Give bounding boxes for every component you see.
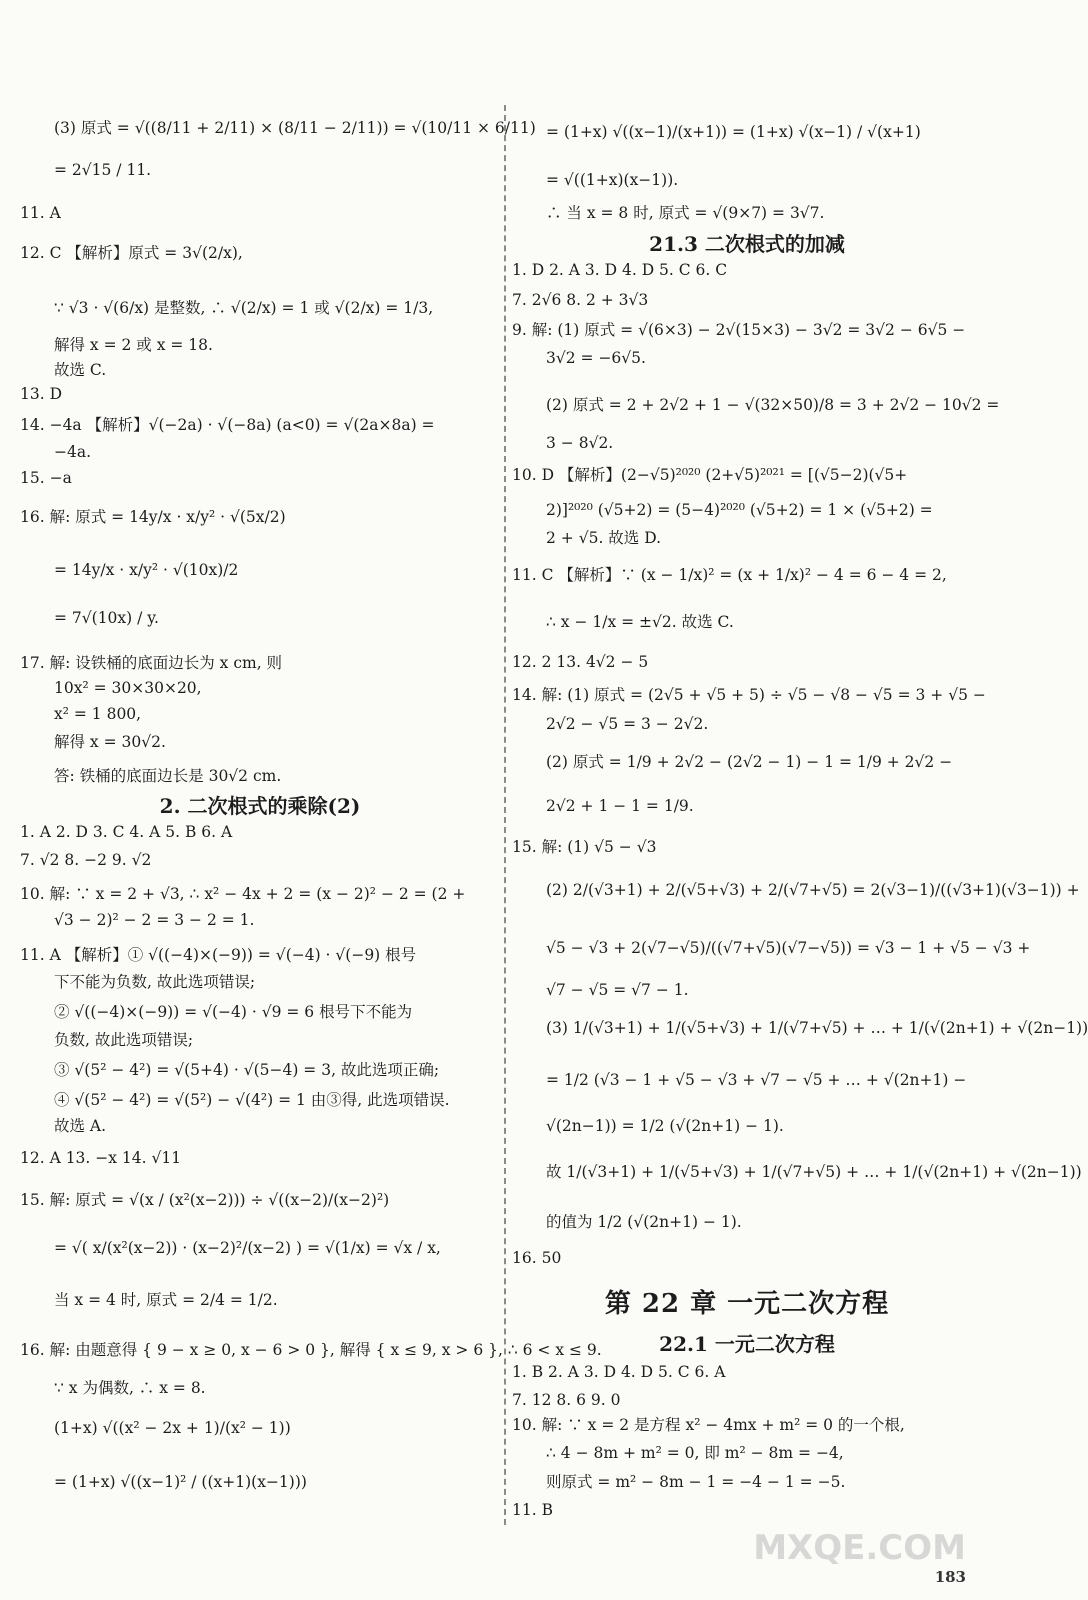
right-line: ∴ 4 − 8m + m² = 0, 即 m² − 8m = −4, xyxy=(546,1444,844,1462)
left-line: 答: 铁桶的底面边长是 30√2 cm. xyxy=(54,767,282,785)
left-line: 12. C 【解析】原式 = 3√(2/x), xyxy=(20,244,243,262)
left-line: x² = 1 800, xyxy=(54,705,142,723)
right-line: (3) 1/(√3+1) + 1/(√5+√3) + 1/(√7+√5) + … + 1/(√(2n+1) + √(2n−1)) xyxy=(546,1019,1088,1037)
left-line: ④ √(5² − 4²) = √(5²) − √(4²) = 1 由③得, 此选项错误. xyxy=(54,1091,450,1109)
right-line: ∴ x − 1/x = ±√2. 故选 C. xyxy=(546,613,734,631)
right-line: (2) 2/(√3+1) + 2/(√5+√3) + 2/(√7+√5) = 2(√3−1)/((√3+1)(√3−1)) + xyxy=(546,881,1080,899)
right-line: 14. 解: (1) 原式 = (2√5 + √5 + 5) ÷ √5 − √8 − √5 = 3 + √5 − xyxy=(512,686,986,704)
right-line: = 1/2 (√3 − 1 + √5 − √3 + √7 − √5 + … + √(2n+1) − xyxy=(546,1071,967,1089)
left-line: 11. A 【解析】① √((−4)×(−9)) = √(−4) · √(−9) 根号 xyxy=(20,946,417,964)
left-line: 16. 解: 由题意得 { 9 − x ≥ 0, x − 6 > 0 }, 解得 { x ≤ 9, x > 6 }, ∴ 6 < x ≤ 9. xyxy=(20,1341,602,1359)
right-line: (2) 原式 = 1/9 + 2√2 − (2√2 − 1) − 1 = 1/9 + 2√2 − xyxy=(546,753,953,771)
left-line: 10. 解: ∵ x = 2 + √3, ∴ x² − 4x + 2 = (x − 2)² − 2 = (2 + xyxy=(20,885,466,903)
right-line: 2√2 + 1 − 1 = 1/9. xyxy=(546,797,694,815)
right-line: 2 + √5. 故选 D. xyxy=(546,529,662,547)
right-line: 2)]²⁰²⁰ (√5+2) = (5−4)²⁰²⁰ (√5+2) = 1 × (√5+2) = xyxy=(546,501,933,519)
left-line: 15. 解: 原式 = √(x / (x²(x−2))) ÷ √((x−2)/(x−2)²) xyxy=(20,1191,390,1209)
right-line: √7 − √5 = √7 − 1. xyxy=(546,981,689,999)
section-heading-21-3: 21.3 二次根式的加减 xyxy=(649,232,845,256)
chapter-heading: 第 22 章 一元二次方程 xyxy=(604,1289,890,1319)
left-line: (3) 原式 = √((8/11 + 2/11) × (8/11 − 2/11)) = √(10/11 × 6/11) xyxy=(54,119,536,137)
right-line: 3√2 = −6√5. xyxy=(546,349,646,367)
left-line: = 14y/x · x/y² · √(10x)/2 xyxy=(54,561,239,579)
left-line: ③ √(5² − 4²) = √(5+4) · √(5−4) = 3, 故此选项正确; xyxy=(54,1061,440,1079)
right-line: (2) 原式 = 2 + 2√2 + 1 − √(32×50)/8 = 3 + 2√2 − 10√2 = xyxy=(546,396,1000,414)
column-divider xyxy=(504,105,506,1525)
left-line: −4a. xyxy=(54,443,92,461)
right-line: 7. 2√6 8. 2 + 3√3 xyxy=(512,291,649,309)
left-line: 当 x = 4 时, 原式 = 2/4 = 1/2. xyxy=(54,1291,278,1309)
right-line: 7. 12 8. 6 9. 0 xyxy=(512,1391,621,1409)
left-line: 解得 x = 30√2. xyxy=(54,733,166,751)
left-line: = √( x/(x²(x−2)) · (x−2)²/(x−2) ) = √(1/x) = √x / x, xyxy=(54,1239,441,1257)
right-line: 2√2 − √5 = 3 − 2√2. xyxy=(546,715,709,733)
left-line: (1+x) √((x² − 2x + 1)/(x² − 1)) xyxy=(54,1419,291,1437)
right-line: 1. B 2. A 3. D 4. D 5. C 6. A xyxy=(512,1363,726,1381)
left-line: = 2√15 / 11. xyxy=(54,161,152,179)
page-number: 183 xyxy=(934,1568,966,1586)
left-line: 7. √2 8. −2 9. √2 xyxy=(20,851,152,869)
left-line: ∵ x 为偶数, ∴ x = 8. xyxy=(54,1379,206,1397)
right-line: 故 1/(√3+1) + 1/(√5+√3) + 1/(√7+√5) + … + 1/(√(2n+1) + √(2n−1)) xyxy=(546,1163,1082,1181)
left-line: 12. A 13. −x 14. √11 xyxy=(20,1149,182,1167)
watermark: MXQE.COM xyxy=(753,1528,966,1568)
right-line: 10. 解: ∵ x = 2 是方程 x² − 4mx + m² = 0 的一个根, xyxy=(512,1416,905,1434)
left-line: 解得 x = 2 或 x = 18. xyxy=(54,336,213,354)
left-line: 13. D xyxy=(20,385,63,403)
left-line: = (1+x) √((x−1)² / ((x+1)(x−1))) xyxy=(54,1473,307,1491)
right-line: √5 − √3 + 2(√7−√5)/((√7+√5)(√7−√5)) = √3 − 1 + √5 − √3 + xyxy=(546,939,1031,957)
right-line: 1. D 2. A 3. D 4. D 5. C 6. C xyxy=(512,261,728,279)
left-line: 15. −a xyxy=(20,469,72,487)
left-line: 故选 C. xyxy=(54,361,107,379)
left-line: 17. 解: 设铁桶的底面边长为 x cm, 则 xyxy=(20,654,283,672)
right-line: = (1+x) √((x−1)/(x+1)) = (1+x) √(x−1) / √(x+1) xyxy=(546,123,921,141)
section-heading-22-1: 22.1 一元二次方程 xyxy=(659,1332,835,1356)
right-line: 3 − 8√2. xyxy=(546,434,614,452)
left-line: 负数, 故此选项错误; xyxy=(54,1031,194,1049)
left-line: 11. A xyxy=(20,204,61,222)
left-line: 下不能为负数, 故此选项错误; xyxy=(54,973,256,991)
right-line: 则原式 = m² − 8m − 1 = −4 − 1 = −5. xyxy=(546,1473,846,1491)
right-line: √(2n−1)) = 1/2 (√(2n+1) − 1). xyxy=(546,1117,784,1135)
right-line: 16. 50 xyxy=(512,1249,562,1267)
right-line: 15. 解: (1) √5 − √3 xyxy=(512,838,657,856)
right-line: 9. 解: (1) 原式 = √(6×3) − 2√(15×3) − 3√2 = 3√2 − 6√5 − xyxy=(512,321,966,339)
left-line: ② √((−4)×(−9)) = √(−4) · √9 = 6 根号下不能为 xyxy=(54,1003,413,1021)
left-line: 10x² = 30×30×20, xyxy=(54,679,202,697)
left-line: ∵ √3 · √(6/x) 是整数, ∴ √(2/x) = 1 或 √(2/x) = 1/3, xyxy=(54,299,434,317)
left-line: 14. −4a 【解析】√(−2a) · √(−8a) (a<0) = √(2a×8a) = xyxy=(20,416,435,434)
left-line: 16. 解: 原式 = 14y/x · x/y² · √(5x/2) xyxy=(20,508,286,526)
left-line: 故选 A. xyxy=(54,1117,107,1135)
left-line: 1. A 2. D 3. C 4. A 5. B 6. A xyxy=(20,823,233,841)
right-line: 12. 2 13. 4√2 − 5 xyxy=(512,653,649,671)
right-line: ∴ 当 x = 8 时, 原式 = √(9×7) = 3√7. xyxy=(546,204,825,222)
left-line: = 7√(10x) / y. xyxy=(54,609,159,627)
left-line: √3 − 2)² − 2 = 3 − 2 = 1. xyxy=(54,911,255,929)
right-line: 11. B xyxy=(512,1501,553,1519)
right-line: 11. C 【解析】∵ (x − 1/x)² = (x + 1/x)² − 4 = 6 − 4 = 2, xyxy=(512,566,947,584)
right-line: 的值为 1/2 (√(2n+1) − 1). xyxy=(546,1213,742,1231)
section-heading-left: 2. 二次根式的乘除(2) xyxy=(159,794,361,818)
right-line: = √((1+x)(x−1)). xyxy=(546,171,679,189)
right-line: 10. D 【解析】(2−√5)²⁰²⁰ (2+√5)²⁰²¹ = [(√5−2)(√5+ xyxy=(512,466,908,484)
